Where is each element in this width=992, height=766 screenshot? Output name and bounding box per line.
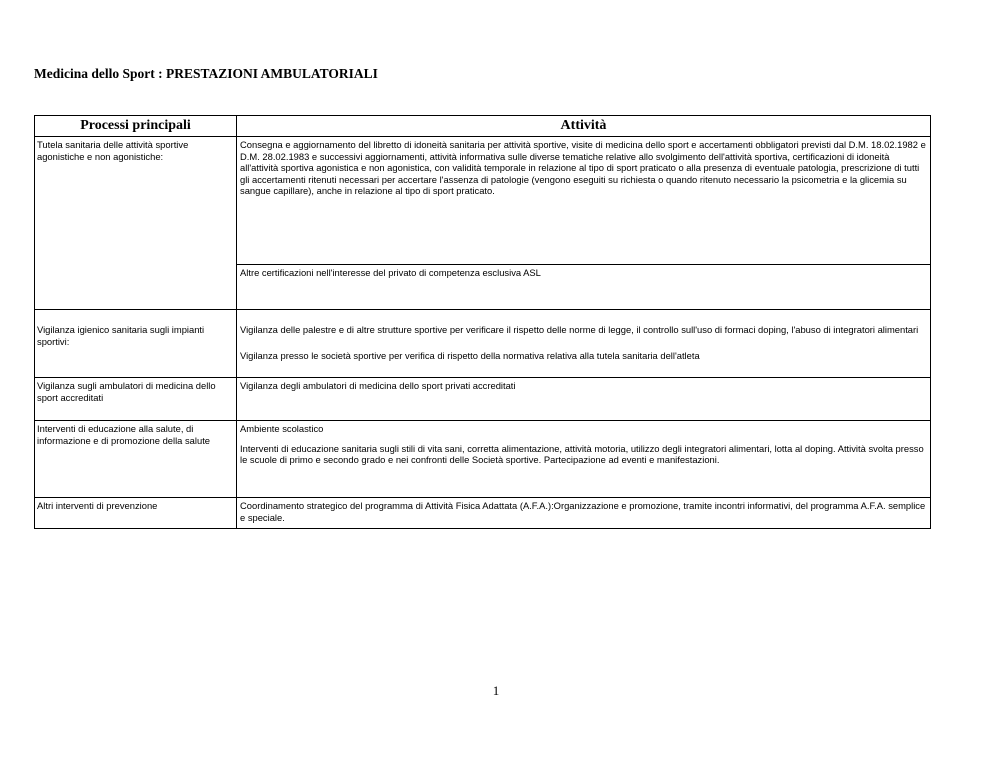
process-cell: Vigilanza igienico sanitaria sugli impianti sportivi: [35,310,237,378]
document-title: Medicina dello Sport : PRESTAZIONI AMBULATORIALI [34,66,378,81]
activity-cell [237,310,931,378]
process-cell: Vigilanza sugli ambulatori di medicina dello sport accreditati [35,378,237,421]
header-attivita: Attività [237,116,931,137]
activity-cell: Vigilanza degli ambulatori di medicina dello sport privati accreditati [237,378,931,421]
activity-cell [237,421,931,498]
activity-text: Ambiente scolastico [240,423,324,434]
activity-cell: Coordinamento strategico del programma di Attività Fisica Adattata (A.F.A.):Organizzazione e promozione, tramite incontri informativi, del programma A.F.A. semplice e speciale. [237,498,931,529]
page-number: 1 [492,683,500,698]
services-table [34,115,931,529]
process-cell: Interventi di educazione alla salute, di informazione e di promozione della salute [35,421,237,498]
activity-cell: Consegna e aggiornamento del libretto di idoneità sanitaria per attività sportive, visite di medicina dello sport e accertamenti obbligatori previsti dal D.M. 18.02.1982 e D.M. 28.02.1983 e successivi aggiornamenti, attività informativa sulle diverse tematiche relative allo svolgimento dell'attività sportiva, certificazioni di idoneità all'attività sportiva agonistica e non agonistica, con validità temporale in relazione al tipo di sport praticato o alla presenza di eventuale patologia, prescrizione di tutti gli accertamenti ritenuti necessari per accertare l'assenza di patologie (vengono eseguiti su richiesta o quando ritenuto necessario la psicometria e la glicemia su sangue capillare), anche in relazione al tipo di sport praticato. [237,137,931,265]
table-row [35,378,931,421]
table-row [35,498,931,529]
activity-text: Vigilanza presso le società sportive per verifica di rispetto della normativa relativa alla tutela sanitaria dell'atleta [240,349,700,361]
activity-text: Vigilanza delle palestre e di altre strutture sportive per verificare il rispetto delle norme di legge, il controllo sull'uso di formaci doping, l'abuso di integratori alimentari [240,324,919,335]
activity-cell: Altre certificazioni nell'interesse del privato di competenza esclusiva ASL [237,264,931,309]
process-cell: Tutela sanitaria delle attività sportive agonistiche e non agonistiche: [35,137,237,310]
process-cell: Altri interventi di prevenzione [35,498,237,529]
table-row [35,137,931,265]
table-row [35,421,931,498]
activity-text: Interventi di educazione sanitaria sugli stili di vita sani, corretta alimentazione, attività motoria, utilizzo degli integratori alimentari, lotta al doping. Attività svolta presso le scuole di primo e secondo grado e nei confronti delle Società sportive. Partecipazione ad eventi e manifestazioni. [240,442,924,465]
table-header-row [35,116,931,137]
table-row [35,310,931,378]
header-processi: Processi principali [35,116,237,137]
